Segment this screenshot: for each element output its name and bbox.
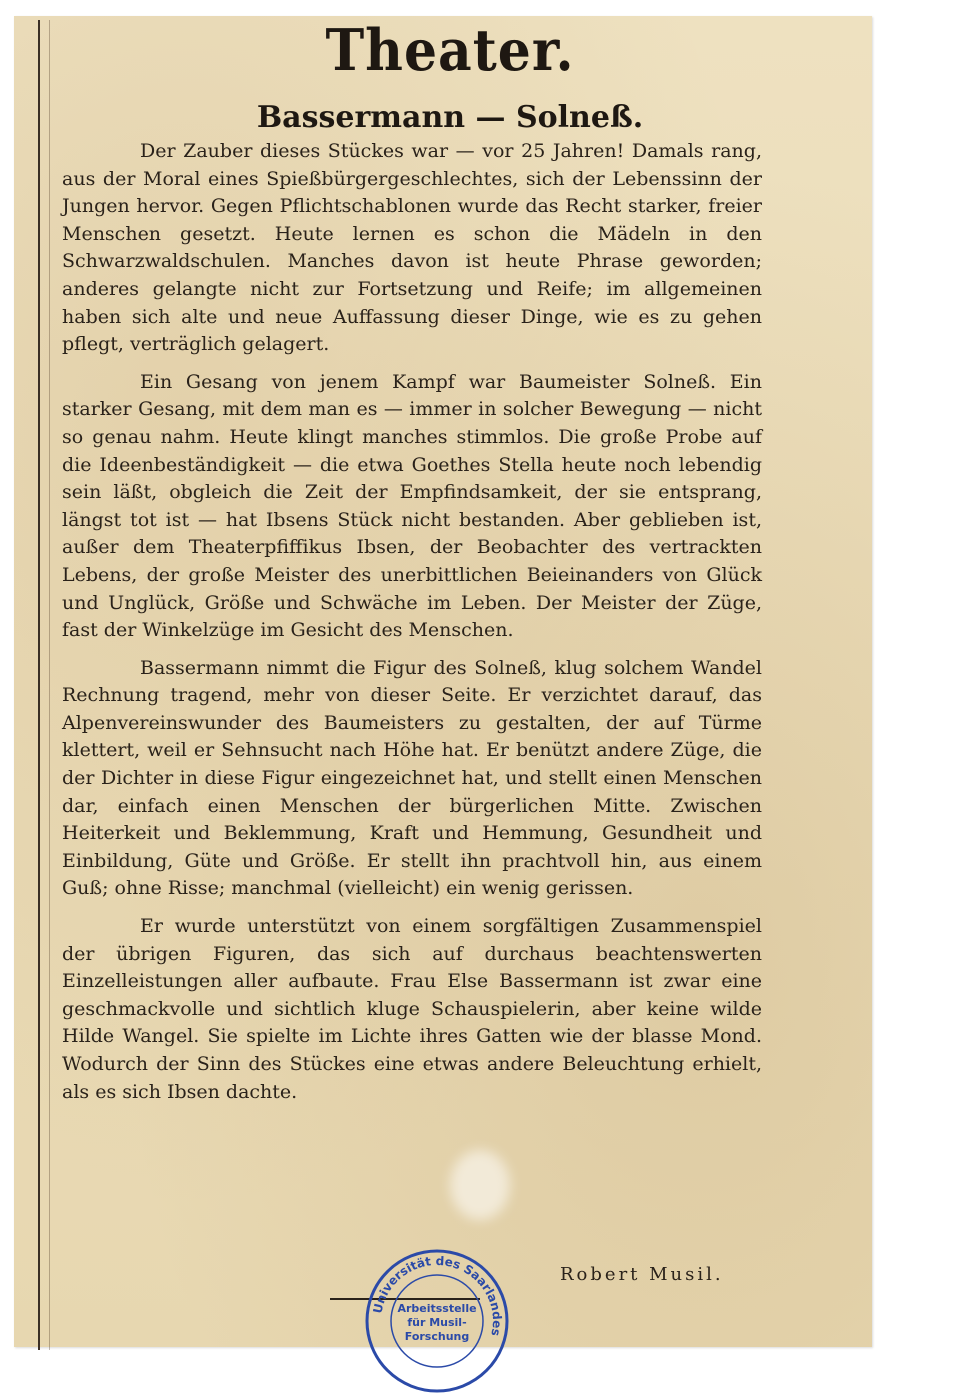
paragraph: Er wurde unterstützt von einem sorgfältigen Zusammenspiel der übrigen Figuren, das sich auf durchaus beachtenswerten Einzelleistungen aller aufbaute. Frau Else Bassermann ist zwar eine geschmackvolle und sichtlich kluge Schauspielerin, aber keine wilde Hilde Wangel. Sie spielte im Lichte ihres Gatten wie der blasse Mond. Wodurch der Sinn des Stückes eine etwas andere Beleuchtung erhielt, als es sich Ibsen dachte. [62, 915, 762, 1103]
stamp-line-3: Forschung [404, 1330, 470, 1343]
stamp-ring-text: Universität des Saarlandes [370, 1253, 505, 1338]
stamp-line-2: für Musil- [407, 1316, 467, 1329]
paper-smudge [450, 1150, 510, 1220]
paragraph: Der Zauber dieses Stückes war — vor 25 Jahren! Damals rang, aus der Moral eines Spießbürgergeschlechtes, sich der Lebenssinn der Jungen hervor. Gegen Pflichtschablonen wurde das Recht starker, freier Menschen gesetzt. Heute lernen es schon die Mädeln in den Schwarzwaldschulen. Manches davon ist heute Phrase geworden; anderes gelangte nicht zur Fortsetzung und Reife; im allgemeinen haben sich alte und neue Auffassung dieser Dinge, wie es zu gehen pflegt, verträglich gelagert. [62, 140, 762, 356]
section-headline: Theater. [325, 16, 575, 85]
author-signature: Robert Musil. [560, 1264, 724, 1285]
column-rule-faint [49, 20, 50, 1350]
stamp-line-1: Arbeitsstelle [397, 1302, 477, 1315]
article-body [62, 138, 762, 1116]
archive-stamp [362, 1246, 512, 1396]
column-rule [38, 20, 40, 1350]
paragraph: Ein Gesang von jenem Kampf war Baumeister Solneß. Ein starker Gesang, mit dem man es — immer in solcher Bewegung — nicht so genau nahm. Heute klingt manches stimmlos. Die große Probe auf die Ideenbeständigkeit — die etwa Goethes Stella heute noch lebendig sein läßt, obgleich die Zeit der Empfindsamkeit, der sie entsprang, längst tot ist — hat Ibsens Stück nicht bestanden. Aber geblieben ist, außer dem Theaterpfiffikus Ibsen, der Beobachter des vertrackten Lebens, der große Meister des unerbittlichen Beieinanders von Glück und Unglück, Größe und Schwäche im Leben. Der Meister der Züge, fast der Winkelzüge im Gesicht des Menschen. [62, 370, 762, 642]
article-title: Bassermann — Solneß. [256, 100, 644, 135]
paragraph: Bassermann nimmt die Figur des Solneß, klug solchem Wandel Rechnung tragend, mehr von dieser Seite. Er verzichtet darauf, das Alpenvereinswunder des Baumeisters zu gestalten, der auf Türme klettert, weil er Sehnsucht nach Höhe hat. Er benützt andere Züge, die der Dichter in diese Figur eingezeichnet hat, und stellt einen Menschen dar, einfach einen Menschen der bürgerlichen Mitte. Zwischen Heiterkeit und Beklemmung, Kraft und Hemmung, Gesundheit und Einbildung, Güte und Größe. Er stellt ihn prachtvoll hin, aus einem Guß; ohne Risse; manchmal (vielleicht) ein wenig gerissen. [62, 656, 762, 900]
